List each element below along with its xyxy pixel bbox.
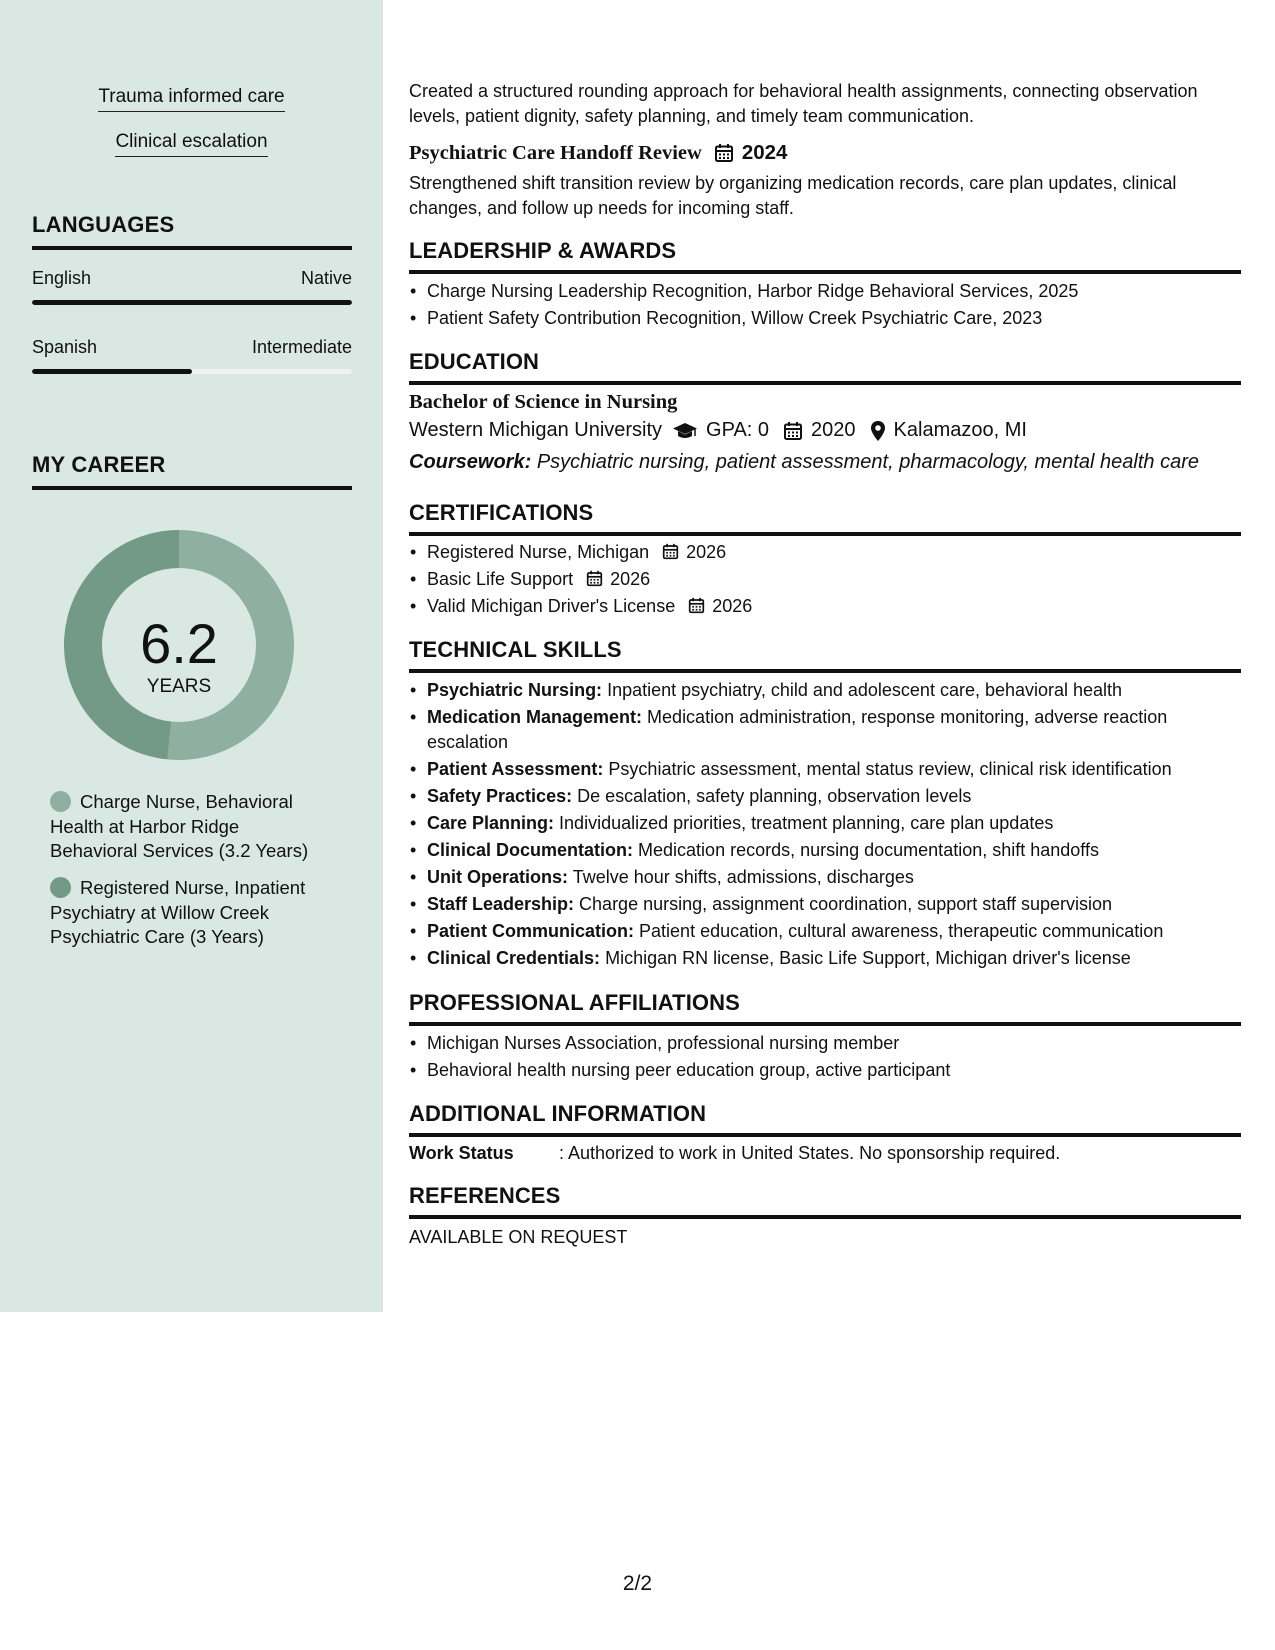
technical-skills-list [427, 678, 1239, 973]
list-item: • Medication Management: Medication administration, response monitoring, adverse reaction escalation [427, 705, 1239, 754]
list-item: • Psychiatric Nursing: Inpatient psychiatry, child and adolescent care, behavioral health [427, 678, 1239, 703]
calendar-icon [714, 143, 734, 163]
language-level: Native [300, 268, 352, 288]
list-item: • Unit Operations: Twelve hour shifts, admissions, discharges [427, 865, 1239, 890]
skill-tag: Clinical escalation [0, 131, 383, 157]
career-total-value: 6.2 [140, 612, 218, 675]
language-row [32, 268, 352, 289]
language-name: English [32, 268, 92, 288]
legend-dot-icon [50, 791, 71, 812]
career-donut-chart [64, 530, 294, 760]
career-heading: MY CAREER [32, 452, 352, 490]
degree-title: Bachelor of Science in Nursing [409, 391, 678, 413]
career-item: Charge Nurse, Behavioral Health at Harbor Ridge Behavioral Services (3.2 Years) [50, 791, 309, 861]
work-status-label: Work Status [409, 1143, 514, 1163]
location-pin-icon [870, 420, 886, 442]
education-details [409, 419, 1027, 442]
list-item: • Registered Nurse, Michigan 2026 [427, 539, 1239, 566]
calendar-icon [688, 597, 705, 614]
page-number: 2/2 [622, 1572, 653, 1595]
references-text: AVAILABLE ON REQUEST [409, 1227, 628, 1247]
project-year: 2024 [741, 141, 788, 164]
project-title-row [409, 141, 787, 165]
school-name: Western Michigan University [409, 419, 663, 441]
project-description: Created a structured rounding approach for behavioral health assignments, connecting observation levels, patient dignity, safety planning, and timely team communication. [409, 81, 1198, 126]
work-status-value: : Authorized to work in United States. No sponsorship required. [559, 1143, 1061, 1163]
career-item: Registered Nurse, Inpatient Psychiatry at Willow Creek Psychiatric Care (3 Years) [50, 877, 306, 947]
skill-tag: Trauma informed care [0, 86, 383, 112]
list-item: • Patient Assessment: Psychiatric assessment, mental status review, clinical risk identification [427, 757, 1239, 782]
calendar-icon [662, 543, 679, 560]
coursework-text: Psychiatric nursing, patient assessment, pharmacology, mental health care [536, 451, 1199, 473]
list-item: • Valid Michigan Driver's License 2026 [427, 593, 1239, 620]
list-item: • Patient Safety Contribution Recognition, Willow Creek Psychiatric Care, 2023 [427, 305, 1239, 332]
language-proficiency-bar [32, 369, 352, 374]
additional-info-heading: ADDITIONAL INFORMATION [409, 1101, 1241, 1137]
language-level: Intermediate [251, 337, 352, 357]
list-item: • Michigan Nurses Association, professional nursing member [427, 1030, 1239, 1057]
school-location: Kalamazoo, MI [893, 419, 1027, 441]
legend-dot-icon [50, 877, 71, 898]
list-item: • Clinical Documentation: Medication records, nursing documentation, shift handoffs [427, 838, 1239, 863]
sidebar [0, 0, 383, 1312]
work-status [409, 1143, 1060, 1164]
certifications-list [427, 539, 1239, 620]
technical-skills-heading: TECHNICAL SKILLS [409, 637, 1241, 673]
language-name: Spanish [32, 337, 98, 357]
career-total-unit: YEARS [146, 676, 212, 697]
project-title: Psychiatric Care Handoff Review [409, 141, 702, 164]
list-item: • Clinical Credentials: Michigan RN license, Basic Life Support, Michigan driver's license [427, 946, 1239, 971]
coursework-label: Coursework: [409, 451, 532, 473]
calendar-icon [586, 570, 603, 587]
language-proficiency-fill [32, 369, 192, 374]
language-row [32, 337, 352, 358]
affiliations-heading: PROFESSIONAL AFFILIATIONS [409, 990, 1241, 1026]
coursework [409, 451, 1199, 474]
list-item: • Charge Nursing Leadership Recognition, Harbor Ridge Behavioral Services, 2025 [427, 278, 1239, 305]
references-heading: REFERENCES [409, 1183, 1241, 1219]
list-item: • Behavioral health nursing peer education group, active participant [427, 1057, 1239, 1084]
graduation-year: 2020 [811, 419, 856, 441]
project-description: Strengthened shift transition review by organizing medication records, care plan updates, clinical changes, and follow up needs for incoming staff. [409, 173, 1177, 218]
leadership-list [427, 278, 1239, 332]
graduation-cap-icon [672, 421, 698, 441]
language-proficiency-fill [32, 300, 352, 305]
leadership-heading: LEADERSHIP & AWARDS [409, 238, 1241, 274]
list-item: • Basic Life Support 2026 [427, 566, 1239, 593]
list-item: • Safety Practices: De escalation, safety planning, observation levels [427, 784, 1239, 809]
calendar-icon [783, 421, 803, 441]
list-item: • Care Planning: Individualized priorities, treatment planning, care plan updates [427, 811, 1239, 836]
languages-heading: LANGUAGES [32, 212, 352, 250]
certifications-heading: CERTIFICATIONS [409, 500, 1241, 536]
list-item: • Patient Communication: Patient education, cultural awareness, therapeutic communication [427, 919, 1239, 944]
list-item: • Staff Leadership: Charge nursing, assignment coordination, support staff supervision [427, 892, 1239, 917]
affiliations-list [427, 1030, 1239, 1084]
education-heading: EDUCATION [409, 349, 1241, 385]
language-proficiency-bar [32, 300, 352, 305]
gpa: GPA: 0 [706, 419, 770, 441]
